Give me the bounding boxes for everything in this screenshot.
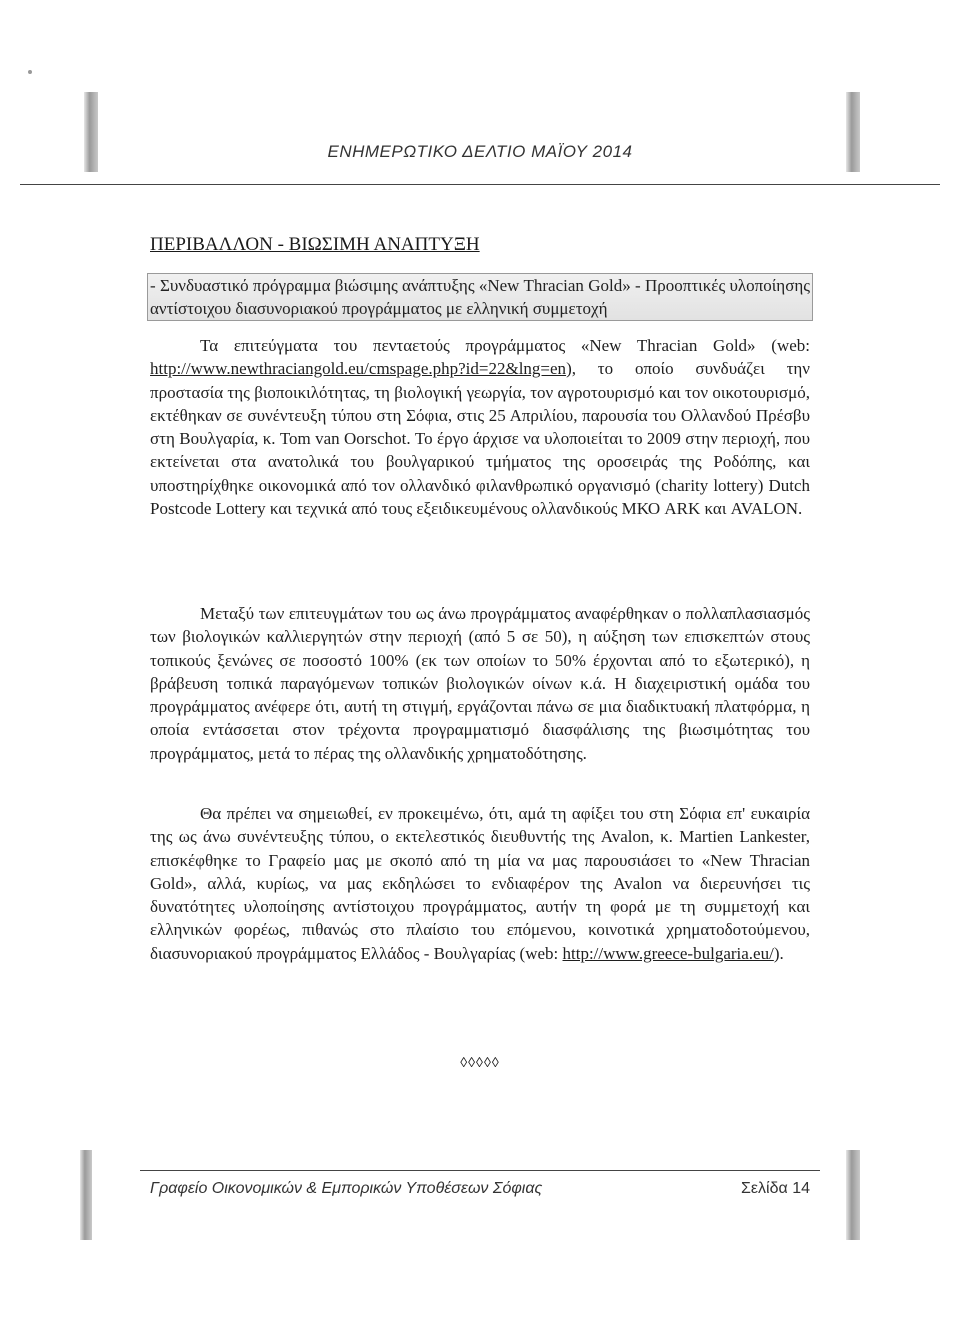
paragraph-2	[150, 602, 810, 765]
footer-office-name: Γραφείο Οικονομικών & Εμπορικών Υποθέσεων Σόφιας	[150, 1180, 543, 1197]
paragraph-1-rest: ), το οποίο συνδυάζει την προστασία της βιοποικιλότητας, τη βιολογική γεωργία, τον αγροτουρισμό και τον οικοτουρισμό, εκτέθηκαν σε συνέντευξη τύπου στη Σόφια, στις 25 Απριλίου, παρουσία του Ολλανδού Πρέσβυ στη Βουλγαρία, κ. Tom van Oorschot. Το έργο άρχισε να υλοποιείται το 2009 στην περιοχή, που εκτείνεται στα ανατολικά του βουλγαρικού τμήματος της οροσειράς της Ροδόπης, και υποστηρίχθηκε οικονομικά από τον ολλανδικό φιλανθρωπικό οργανισμό (charity lottery) Dutch Postcode Lottery και τεχνικά από τους εξειδικευμένους ολλανδικούς ΜΚΟ ARK και AVALON.	[150, 359, 810, 519]
paragraph-3-start: Θα πρέπει να σημειωθεί, εν προκειμένω, ότι, αμά τη αφίξει του στη Σόφια επ' ευκαιρία της ως άνω συνέντευξης τύπου, ο εκτελεστικός διευθυντής της Avalon, κ. Martien Lankester, επισκέφθηκε το Γραφείο μας με σκοπό από τη μία να μας παρουσιάσει το «New Thracian Gold», αλλά, κυρίως, να μας εκδηλώσει το ενδιαφέρον της Avalon να διερευνήσει τις δυνατότητες υλοποίησης αντίστοιχου προγράμματος, αυτήν τη φορά με τη συμμετοχή και ελληνικών φορέως, πιθανώς στο πλαίσιο του επόμενου, κοινοτικά χρηματοδοτούμενου, διασυνοριακού προγράμματος Ελλάδος - Βουλγαρίας (web:	[150, 804, 810, 963]
scan-artifact-bottom-left	[80, 1150, 92, 1240]
article-title-box: - Συνδυαστικό πρόγραμμα βιώσιμης ανάπτυξης «New Thracian Gold» - Προοπτικές υλοποίησης αντίστοιχου διασυνοριακού προγράμματος με ελληνική συμμετοχή	[150, 276, 810, 318]
greece-bulgaria-link[interactable]: http://www.greece-bulgaria.eu/	[562, 943, 774, 963]
scan-artifact-bottom-right	[846, 1150, 860, 1240]
paragraph-1	[150, 334, 810, 520]
scan-speck	[28, 70, 32, 74]
section-title: ΠΕΡΙΒΑΛΛΟΝ - ΒΙΩΣΙΜΗ ΑΝΑΠΤΥΞΗ	[150, 234, 480, 255]
footer-page-number: Σελίδα 14	[741, 1180, 810, 1197]
paragraph-3	[150, 802, 810, 965]
header-divider	[20, 184, 940, 185]
footer-divider	[140, 1170, 820, 1171]
section-separator: ◊◊◊◊◊	[460, 1054, 500, 1070]
paragraph-2-text: Μεταξύ των επιτευγμάτων του ως άνω προγράμματος αναφέρθηκαν ο πολλαπλασιασμός των βιολογικών καλλιεργητών στην περιοχή (από 5 σε 50), η αύξηση των επισκεπτών στους τοπικούς ξενώνες σε ποσοστό 100% (εκ των οποίων το 50% έρχονται από το εξωτερικό), η βράβευση τοπικά παραγόμενων τοπικών βιολογικών οίνων κ.ά. Η διαχειριστική ομάδα του προγράμματος ανέφερε ότι, αυτή τη στιγμή, εργάζονται πάνω σε μια διαδικτυακή πλατφόρμα, η οποία εντάσσεται στον τρέχοντα προγραμματισμό διασφάλισης της βιωσιμότητας του προγράμματος, μετά το πέρας της ολλανδικής χρηματοδότησης.	[150, 604, 810, 763]
thracian-gold-link[interactable]: http://www.newthraciangold.eu/cmspage.php?id=22&lng=en	[150, 359, 567, 379]
newsletter-header: ΕΝΗΜΕΡΩΤΙΚΟ ΔΕΛΤΙΟ ΜΑΪΟΥ 2014	[327, 142, 633, 161]
paragraph-3-end: ).	[773, 943, 784, 963]
paragraph-1-start: Τα επιτεύγματα του πενταετούς προγράμματος «New Thracian Gold» (web:	[200, 336, 810, 355]
